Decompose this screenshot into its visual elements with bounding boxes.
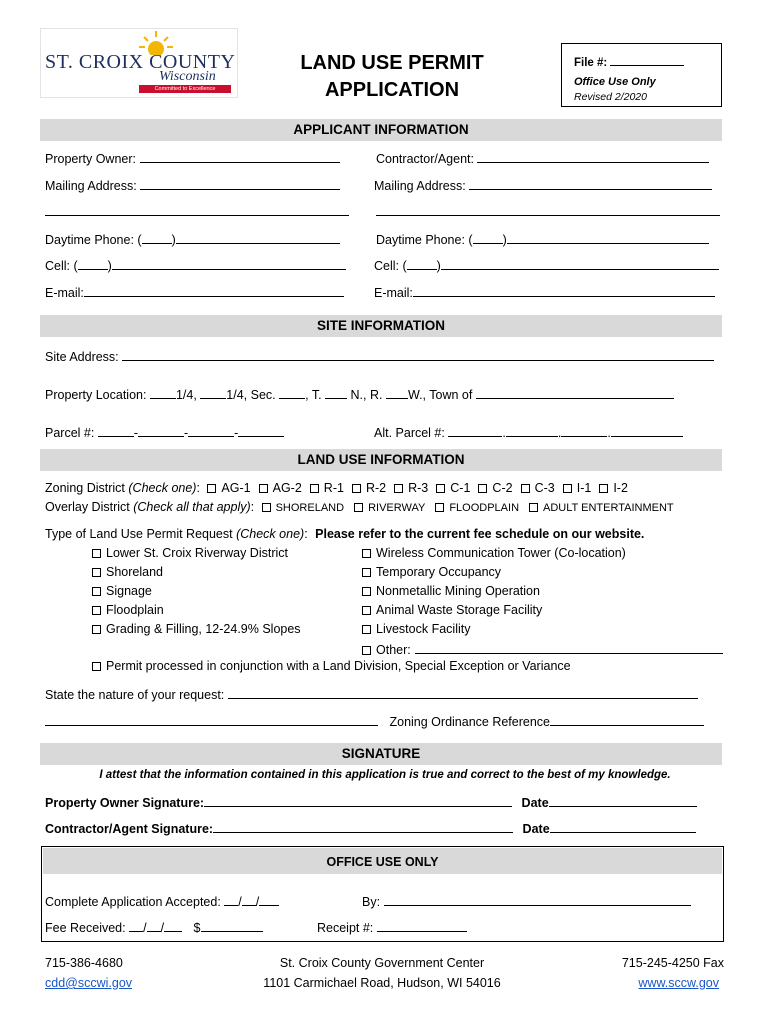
zoning-option-i-1[interactable] [563, 481, 592, 495]
checkbox[interactable] [394, 484, 403, 493]
permit-type-shoreland[interactable] [92, 565, 301, 584]
zoning-option-c-1[interactable] [436, 481, 470, 495]
permit-type-wireless-communication-tower-co-location[interactable] [362, 546, 723, 565]
zoning-ref-label: Zoning Ordinance Reference [389, 715, 550, 729]
permit-type-label: Floodplain [106, 603, 164, 617]
checkbox[interactable] [599, 484, 608, 493]
file-number-label: File #: [574, 57, 608, 69]
overlay-option-label: FLOODPLAIN [449, 502, 520, 514]
fee-day[interactable] [147, 919, 161, 932]
alt-parcel-field-1[interactable] [448, 424, 502, 437]
agent-mailing-field[interactable] [469, 177, 712, 190]
permit-type-label: Temporary Occupancy [376, 565, 502, 579]
quarter-field-2[interactable] [200, 386, 226, 399]
zoning-option-label: C-1 [450, 481, 471, 495]
dollar-sign: $ [193, 921, 201, 935]
permit-type-label: Other: [376, 643, 411, 657]
township-field[interactable] [325, 386, 347, 399]
owner-mailing-line2[interactable] [45, 203, 349, 216]
agent-phone-label: Daytime Phone: ( [376, 233, 473, 247]
footer-email-link[interactable]: cdd@sccwi.gov [45, 976, 133, 990]
owner-email-label: E-mail: [45, 286, 84, 300]
fee-schedule-note: Please refer to the current fee schedule on our website. [315, 527, 645, 541]
nature-field[interactable] [228, 686, 698, 699]
alt-parcel-field-4[interactable] [611, 424, 683, 437]
agent-phone-area[interactable] [473, 231, 503, 244]
zoning-option-c-3[interactable] [521, 481, 555, 495]
footer-address: 1101 Carmichael Road, Hudson, WI 54016 [263, 976, 501, 990]
permit-type-label: Nonmetallic Mining Operation [376, 584, 540, 598]
by-label: By: [362, 895, 381, 909]
checkbox[interactable] [92, 606, 101, 615]
site-heading: SITE INFORMATION [40, 315, 722, 337]
file-number-field[interactable] [610, 53, 684, 66]
checkbox[interactable] [207, 484, 216, 493]
complete-app-label: Complete Application Accepted: [45, 895, 221, 909]
permit-type-temporary-occupancy[interactable] [362, 565, 723, 584]
zoning-option-label: AG-2 [272, 481, 302, 495]
alt-parcel-field-2[interactable] [506, 424, 558, 437]
parcel-label: Parcel #: [45, 426, 95, 440]
checkbox[interactable] [352, 484, 361, 493]
section-field[interactable] [279, 386, 305, 399]
permit-type-list-left [92, 546, 301, 641]
agent-cell-field[interactable] [441, 257, 719, 270]
permit-type-animal-waste-storage-facility[interactable] [362, 603, 723, 622]
owner-mailing-field[interactable] [140, 177, 340, 190]
property-owner-label: Property Owner: [45, 152, 137, 166]
overlay-option-floodplain[interactable] [435, 502, 519, 514]
checkbox[interactable] [362, 568, 371, 577]
permit-type-label: Wireless Communication Tower (Co-location) [376, 546, 626, 560]
zoning-option-label: C-2 [492, 481, 513, 495]
checkbox[interactable] [563, 484, 572, 493]
overlay-option-label: ADULT ENTERTAINMENT [543, 502, 674, 514]
owner-signature-label: Property Owner Signature: [45, 796, 205, 810]
checkbox[interactable] [92, 568, 101, 577]
overlay-option-label: SHORELAND [275, 502, 345, 514]
logo-main-text: ST. CROIX COUNTY [45, 51, 236, 73]
attest-statement: I attest that the information contained in this application is true and correct to the best of my knowledge. [99, 769, 671, 781]
fee-amount-field[interactable] [201, 919, 263, 932]
permit-type-livestock-facility[interactable] [362, 622, 723, 641]
overlay-option-adult-entertainment[interactable] [529, 502, 674, 514]
agent-cell-label: Cell: ( [374, 259, 407, 273]
town-text: W., Town of [407, 388, 473, 402]
checkbox[interactable] [259, 484, 268, 493]
owner-cell-label: Cell: ( [45, 259, 78, 273]
agent-date-label: Date [522, 822, 550, 836]
zoning-option-label: R-2 [365, 481, 387, 495]
checkbox[interactable] [362, 606, 371, 615]
checkbox[interactable] [521, 484, 530, 493]
owner-cell-area[interactable] [78, 257, 108, 270]
parcel-field-1[interactable] [98, 424, 134, 437]
footer-web-link[interactable]: www.sccw.gov [638, 976, 719, 990]
checkbox[interactable] [92, 587, 101, 596]
permit-type-lower-st-croix-riverway-district[interactable] [92, 546, 301, 565]
zoning-option-label: I-2 [613, 481, 628, 495]
office-use-heading: OFFICE USE ONLY [43, 848, 722, 874]
signature-heading: SIGNATURE [40, 743, 722, 765]
checkbox[interactable] [362, 549, 371, 558]
footer-fax: 715-245-4250 Fax [621, 956, 724, 970]
checkbox[interactable] [362, 625, 371, 634]
permit-type-label: Type of Land Use Permit Request [45, 527, 233, 541]
checkbox[interactable] [478, 484, 487, 493]
logo-script-text: Wisconsin [159, 69, 216, 84]
receipt-label: Receipt #: [317, 921, 374, 935]
owner-date-field[interactable] [549, 794, 697, 807]
overlay-label: Overlay District [45, 500, 130, 514]
checkbox[interactable] [262, 503, 271, 512]
footer-center-name: St. Croix County Government Center [279, 956, 485, 970]
agent-mailing-line2[interactable] [376, 203, 720, 216]
owner-phone-field[interactable] [176, 231, 340, 244]
permit-type-label: Animal Waste Storage Facility [376, 603, 543, 617]
permit-type-label: Lower St. Croix Riverway District [106, 546, 288, 560]
owner-date-label: Date [521, 796, 549, 810]
fee-received-label: Fee Received: [45, 921, 126, 935]
permit-type-label: Signage [106, 584, 152, 598]
permit-type-grading-filling-12-24-9-slopes[interactable] [92, 622, 301, 641]
zoning-label: Zoning District [45, 481, 125, 495]
zoning-option-r-2[interactable] [352, 481, 386, 495]
office-use-label: Office Use Only [574, 76, 656, 88]
checkbox[interactable] [92, 549, 101, 558]
site-address-field[interactable] [122, 348, 714, 361]
section-text: 1/4, Sec. [226, 388, 276, 402]
agent-phone-field[interactable] [507, 231, 709, 244]
owner-email-field[interactable] [84, 284, 344, 297]
fee-year[interactable] [164, 919, 182, 932]
conjunction-label: Permit processed in conjunction with a Land Division, Special Exception or Variance [106, 659, 571, 673]
checkbox[interactable] [529, 503, 538, 512]
owner-cell-field[interactable] [112, 257, 346, 270]
checkbox[interactable] [310, 484, 319, 493]
township-text: , T. [305, 388, 322, 402]
zoning-option-label: AG-1 [221, 481, 251, 495]
agent-cell-area[interactable] [407, 257, 437, 270]
checkbox[interactable] [92, 625, 101, 634]
site-address-label: Site Address: [45, 350, 119, 364]
county-logo [40, 28, 238, 98]
footer-phone: 715-386-4680 [45, 956, 123, 970]
checkbox[interactable] [354, 503, 363, 512]
zoning-option-label: C-3 [534, 481, 555, 495]
town-field[interactable] [476, 386, 674, 399]
permit-type-label: Livestock Facility [376, 622, 471, 636]
checkbox[interactable] [362, 587, 371, 596]
range-text: N., R. [350, 388, 383, 402]
permit-type-list-right [362, 546, 723, 660]
checkbox[interactable] [362, 646, 371, 655]
receipt-field[interactable] [377, 919, 467, 932]
range-field[interactable] [386, 386, 408, 399]
form-title-line2: APPLICATION [324, 79, 460, 101]
agent-signature-field[interactable] [213, 820, 513, 833]
permit-type-hint: (Check one) [236, 527, 305, 541]
by-field[interactable] [384, 893, 691, 906]
parcel-field-4[interactable] [238, 424, 284, 437]
owner-phone-area[interactable] [142, 231, 172, 244]
quarter-text: 1/4, [175, 388, 197, 402]
complete-month[interactable] [224, 893, 238, 906]
zoning-option-ag-2[interactable] [259, 481, 302, 495]
overlay-option-label: RIVERWAY [368, 502, 426, 514]
zoning-option-ag-1[interactable] [207, 481, 250, 495]
property-location-label: Property Location: [45, 388, 147, 402]
nature-label: State the nature of your request: [45, 688, 225, 702]
permit-type-signage[interactable] [92, 584, 301, 603]
conjunction-checkbox[interactable] [92, 662, 101, 671]
overlay-hint: (Check all that apply) [133, 500, 251, 514]
complete-day[interactable] [242, 893, 256, 906]
zoning-option-c-2[interactable] [478, 481, 512, 495]
land-use-heading: LAND USE INFORMATION [40, 449, 722, 471]
zoning-option-label: R-1 [323, 481, 344, 495]
contractor-agent-label: Contractor/Agent: [376, 152, 474, 166]
agent-mailing-label: Mailing Address: [374, 179, 466, 193]
permit-type-label: Grading & Filling, 12-24.9% Slopes [106, 622, 301, 636]
owner-signature-field[interactable] [204, 794, 512, 807]
overlay-option-shoreland[interactable] [262, 502, 344, 514]
checkbox[interactable] [436, 484, 445, 493]
contractor-agent-field[interactable] [477, 150, 709, 163]
alt-parcel-field-3[interactable] [561, 424, 607, 437]
permit-type-nonmetallic-mining-operation[interactable] [362, 584, 723, 603]
owner-phone-label: Daytime Phone: ( [45, 233, 142, 247]
quarter-field-1[interactable] [150, 386, 176, 399]
checkbox[interactable] [435, 503, 444, 512]
zoning-option-r-3[interactable] [394, 481, 428, 495]
parcel-field-3[interactable] [188, 424, 234, 437]
alt-parcel-label: Alt. Parcel #: [374, 426, 445, 440]
permit-type-other[interactable] [362, 641, 723, 660]
zoning-ref-field[interactable] [550, 713, 704, 726]
zoning-option-i-2[interactable] [599, 481, 628, 495]
permit-type-label: Shoreland [106, 565, 163, 579]
zoning-option-r-1[interactable] [310, 481, 344, 495]
logo-tagline: Committed to Excellence [139, 85, 231, 93]
other-field[interactable] [415, 641, 723, 654]
owner-mailing-label: Mailing Address: [45, 179, 137, 193]
fee-month[interactable] [129, 919, 143, 932]
form-title-line1: LAND USE PERMIT [300, 52, 484, 74]
zoning-hint: (Check one) [128, 481, 197, 495]
complete-year[interactable] [259, 893, 279, 906]
revised-date: Revised 2/2020 [574, 91, 647, 103]
permit-type-floodplain[interactable] [92, 603, 301, 622]
agent-email-field[interactable] [413, 284, 715, 297]
overlay-option-riverway[interactable] [354, 502, 425, 514]
property-owner-field[interactable] [140, 150, 340, 163]
parcel-field-2[interactable] [138, 424, 184, 437]
nature-field-line2[interactable] [45, 713, 378, 726]
applicant-heading: APPLICANT INFORMATION [40, 119, 722, 141]
office-file-box [561, 43, 722, 107]
agent-email-label: E-mail: [374, 286, 413, 300]
zoning-option-label: I-1 [576, 481, 592, 495]
agent-date-field[interactable] [550, 820, 696, 833]
agent-signature-label: Contractor/Agent Signature: [45, 822, 214, 836]
zoning-option-label: R-3 [408, 481, 429, 495]
